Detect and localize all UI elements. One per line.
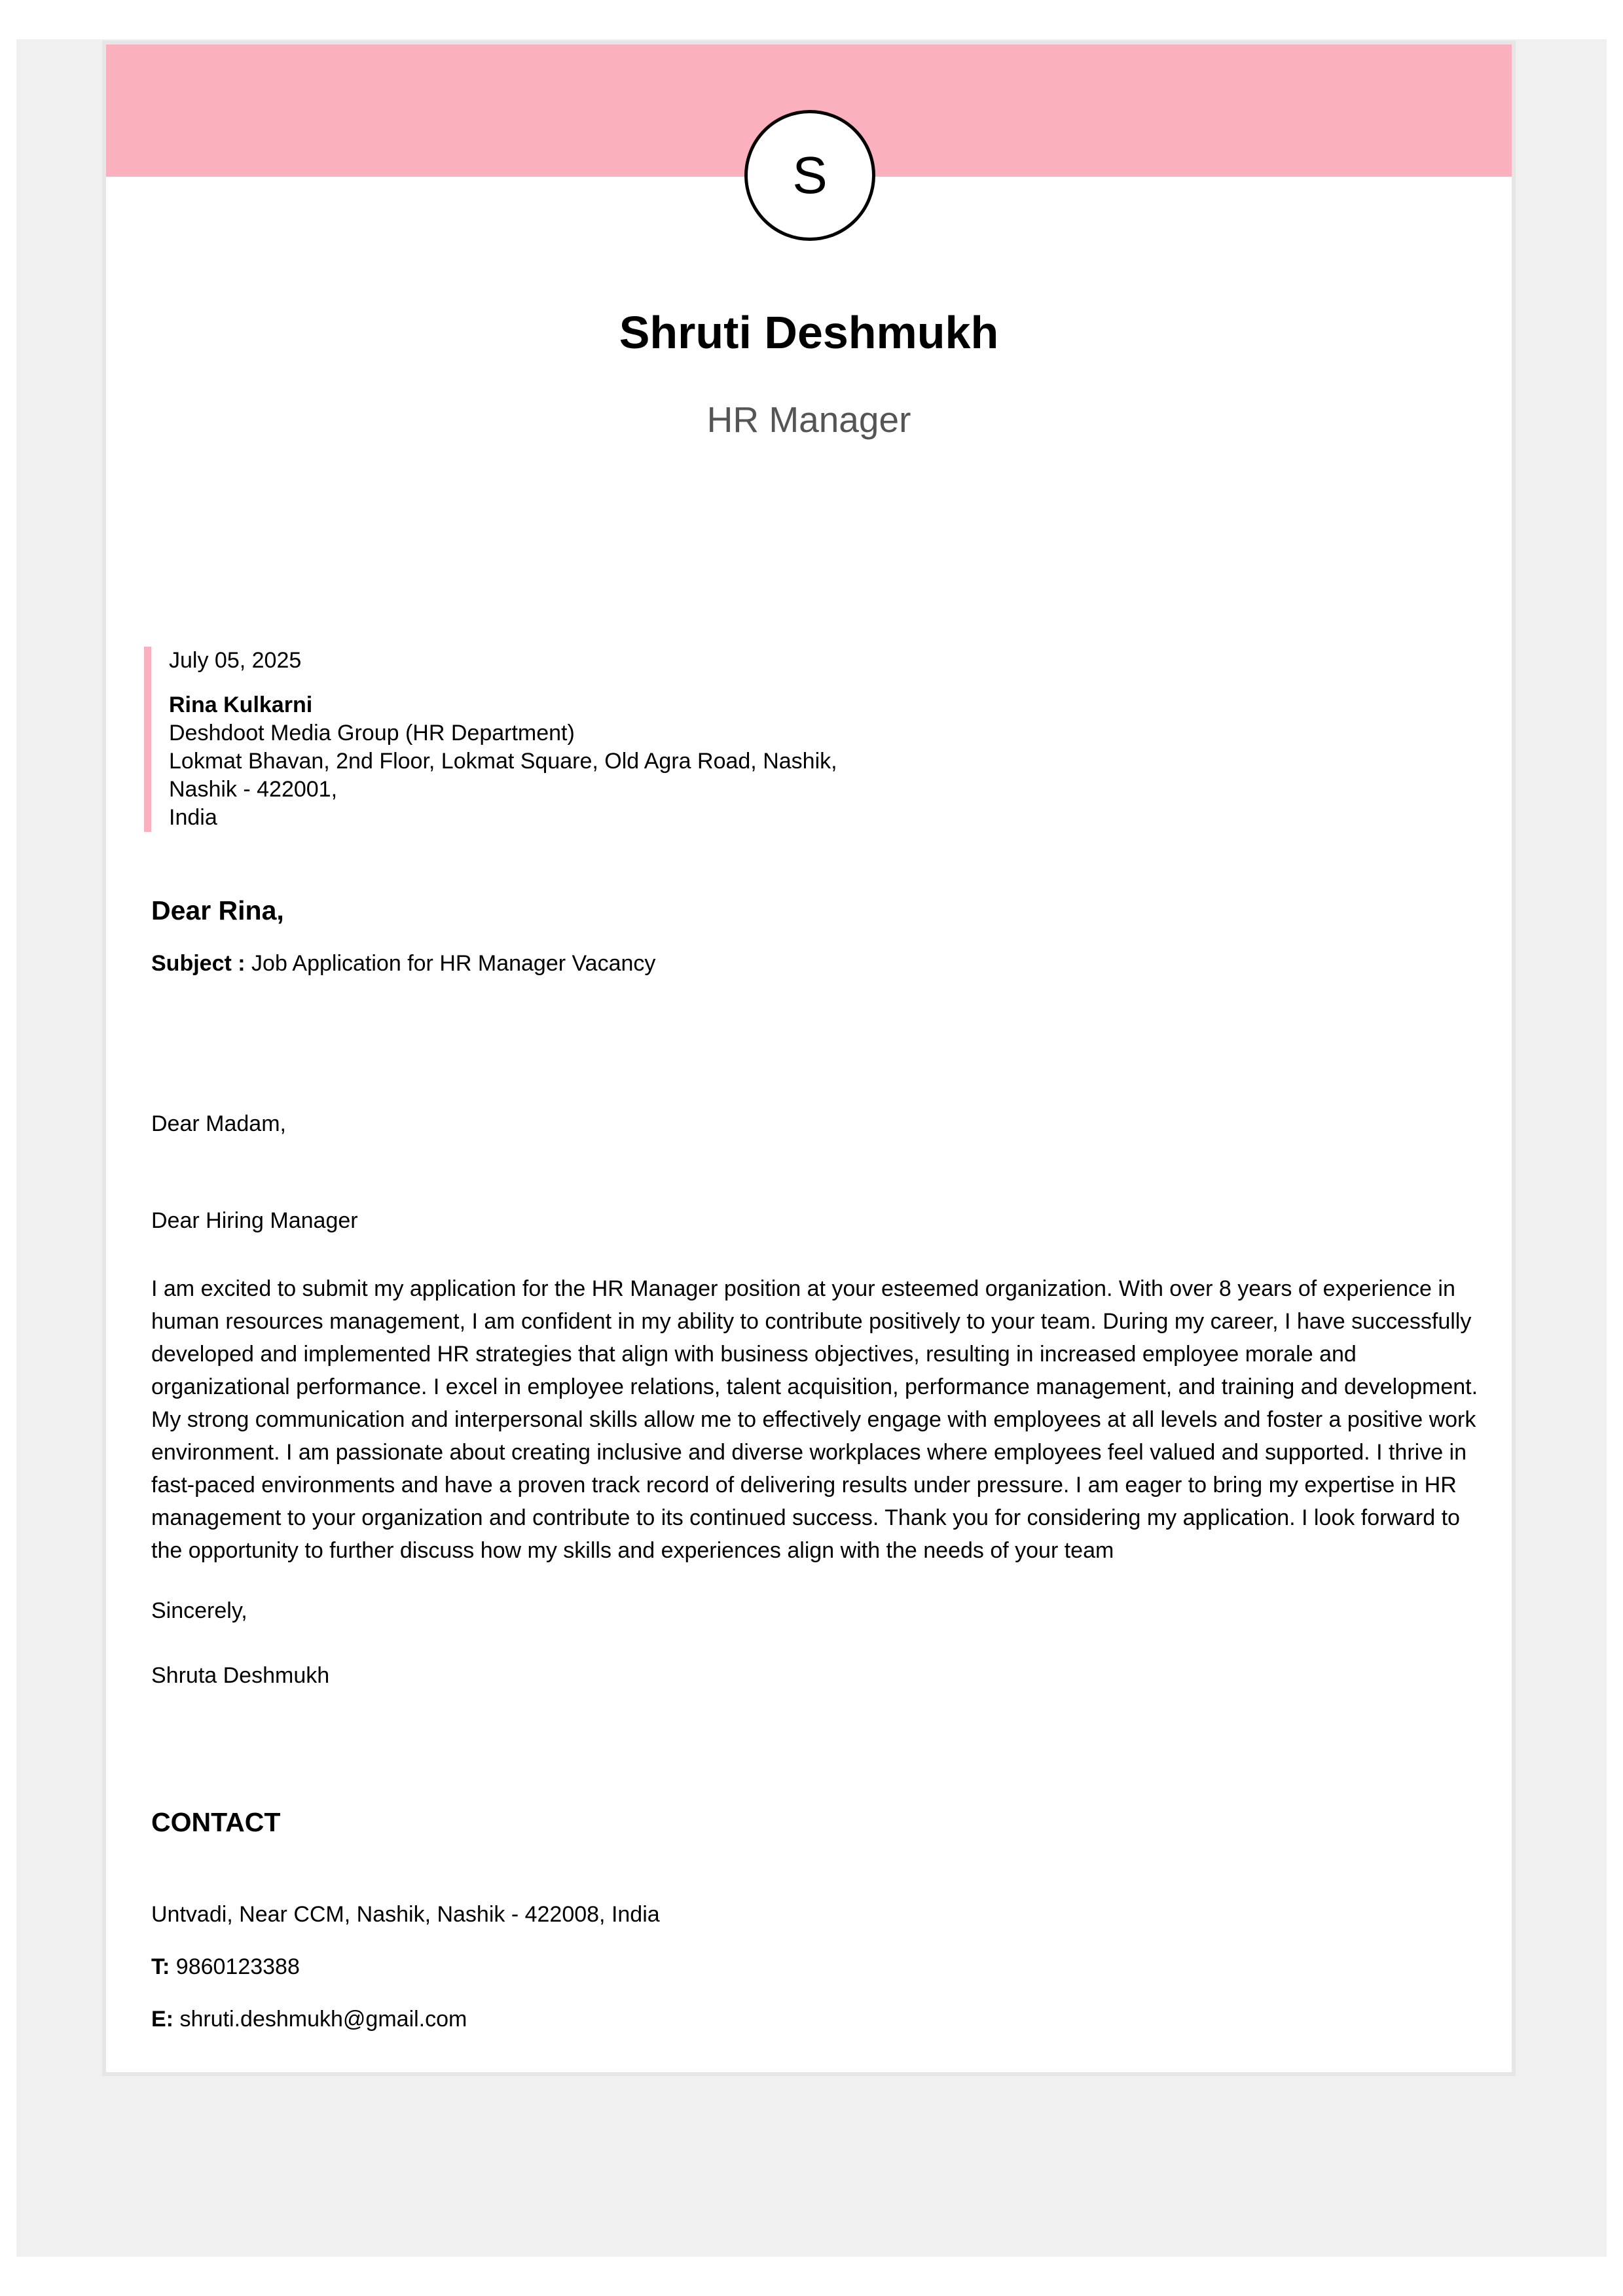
recipient-address-line2: Nashik - 422001, bbox=[169, 777, 338, 802]
phone-value: 9860123388 bbox=[175, 1954, 300, 1979]
signature: Shruta Deshmukh bbox=[151, 1663, 330, 1688]
recipient-name: Rina Kulkarni bbox=[169, 692, 313, 717]
contact-email bbox=[151, 2007, 467, 2032]
contact-heading: CONTACT bbox=[151, 1807, 281, 1837]
recipient-country: India bbox=[169, 805, 217, 830]
email-label: E: bbox=[151, 2007, 173, 2032]
applicant-role: HR Manager bbox=[706, 399, 911, 440]
greeting-hiring-manager: Dear Hiring Manager bbox=[151, 1208, 358, 1233]
recipient-company: Deshdoot Media Group (HR Department) bbox=[169, 721, 575, 745]
closing: Sincerely, bbox=[151, 1598, 247, 1623]
avatar-initial: S bbox=[792, 146, 828, 204]
recipient-address-line1: Lokmat Bhavan, 2nd Floor, Lokmat Square, Old Agra Road, Nashik, bbox=[169, 749, 837, 774]
greeting-madam: Dear Madam, bbox=[151, 1111, 286, 1136]
subject-label: Subject : bbox=[151, 951, 246, 976]
contact-phone bbox=[151, 1954, 300, 1980]
applicant-name: Shruti Deshmukh bbox=[619, 307, 999, 358]
contact-address: Untvadi, Near CCM, Nashik, Nashik - 422008, India bbox=[151, 1902, 660, 1927]
letter-page bbox=[102, 41, 1516, 2076]
subject-text: Job Application for HR Manager Vacancy bbox=[251, 951, 656, 976]
recipient-block bbox=[144, 647, 837, 832]
letter-body: I am excited to submit my application for the HR Manager position at your esteemed organization. With over 8 years of experience in human resources management, I am confident in my ability to contribute positively to your team. During my career, I have successfully developed and implemented HR strategies that align with business objectives, resulting in increased employee morale and organizational performance. I excel in employee relations, talent acquisition, performance management, and training and development. My strong communication and interpersonal skills allow me to effectively engage with employees at all levels and foster a positive work environment. I am passionate about creating inclusive and diverse workplaces where employees feel valued and supported. I thrive in fast-paced environments and have a proven track record of delivering results under pressure. I am eager to bring my expertise in HR management to your organization and contribute to its continued success. Thank you for considering my application. I look forward to the opportunity to further discuss how my skills and experiences align with the needs of your team bbox=[151, 1276, 1478, 1563]
subject-line bbox=[151, 951, 655, 977]
phone-label: T: bbox=[151, 1954, 170, 1979]
avatar bbox=[744, 110, 875, 241]
salutation: Dear Rina, bbox=[151, 895, 284, 925]
letter-date: July 05, 2025 bbox=[169, 648, 302, 673]
email-value[interactable]: shruti.deshmukh@gmail.com bbox=[179, 2007, 467, 2032]
